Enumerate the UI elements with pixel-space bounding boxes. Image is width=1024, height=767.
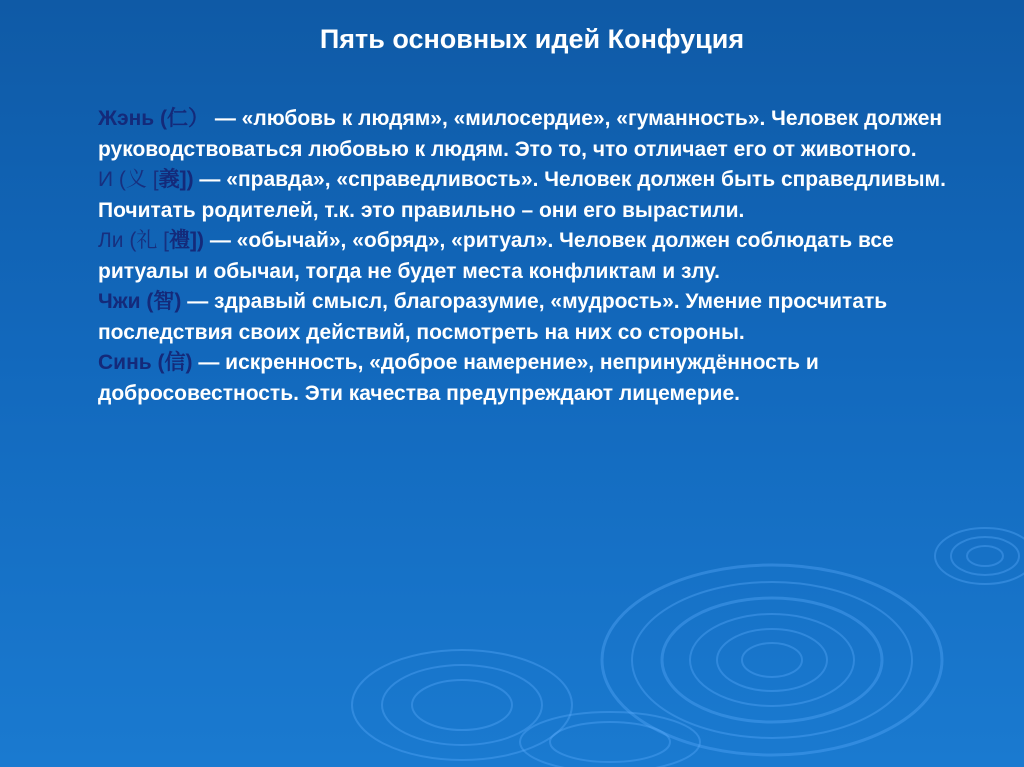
slide-title: Пять основных идей Конфуция <box>319 24 745 54</box>
term-li: Ли ( <box>98 229 137 252</box>
term-ren-end: ） <box>188 107 209 130</box>
idea-ren <box>98 104 978 165</box>
term-xin: Синь ( <box>98 351 165 374</box>
char-li-traditional: 禮 <box>169 229 191 252</box>
definition-i: — «правда», «справедливость». Человек должен быть справедливым. Почитать родителей, т.к. это правильно – они его вырастили. <box>98 168 946 222</box>
char-xin: 信 <box>164 351 186 374</box>
definition-xin: — искренность, «доброе намерение», непринуждённость и добросовестность. Эти качества предупреждают лицемерие. <box>98 351 819 405</box>
char-ren: 仁 <box>167 107 188 130</box>
term-xin-end: ) <box>185 351 193 374</box>
term-i-end: ]) <box>179 168 194 191</box>
term-li-end: ]) <box>190 229 205 252</box>
idea-zhi <box>98 287 978 348</box>
term-ren: Жэнь ( <box>98 107 167 130</box>
term-i: И ( <box>98 168 126 191</box>
char-zhi: 智 <box>153 290 175 313</box>
definition-ren: — «любовь к людям», «милосердие», «гуманность». Человек должен руководствоваться любовью к людям. Это то, что отличает его от животного. <box>98 107 943 161</box>
ideas-list <box>98 104 978 409</box>
term-zhi-end: ) <box>174 290 182 313</box>
idea-xin <box>98 348 978 409</box>
idea-li <box>98 226 978 287</box>
char-li: 礼 [ <box>136 229 170 252</box>
idea-i <box>98 165 978 226</box>
definition-li: — «обычай», «обряд», «ритуал». Человек должен соблюдать все ритуалы и обычаи, тогда не будет места конфликтам и злу. <box>98 229 894 283</box>
term-zhi: Чжи ( <box>98 290 154 313</box>
char-i: 义 [ <box>125 168 159 191</box>
definition-zhi: — здравый смысл, благоразумие, «мудрость». Умение просчитать последствия своих действий, посмотреть на них со стороны. <box>98 290 888 344</box>
char-i-traditional: 義 <box>158 168 180 191</box>
